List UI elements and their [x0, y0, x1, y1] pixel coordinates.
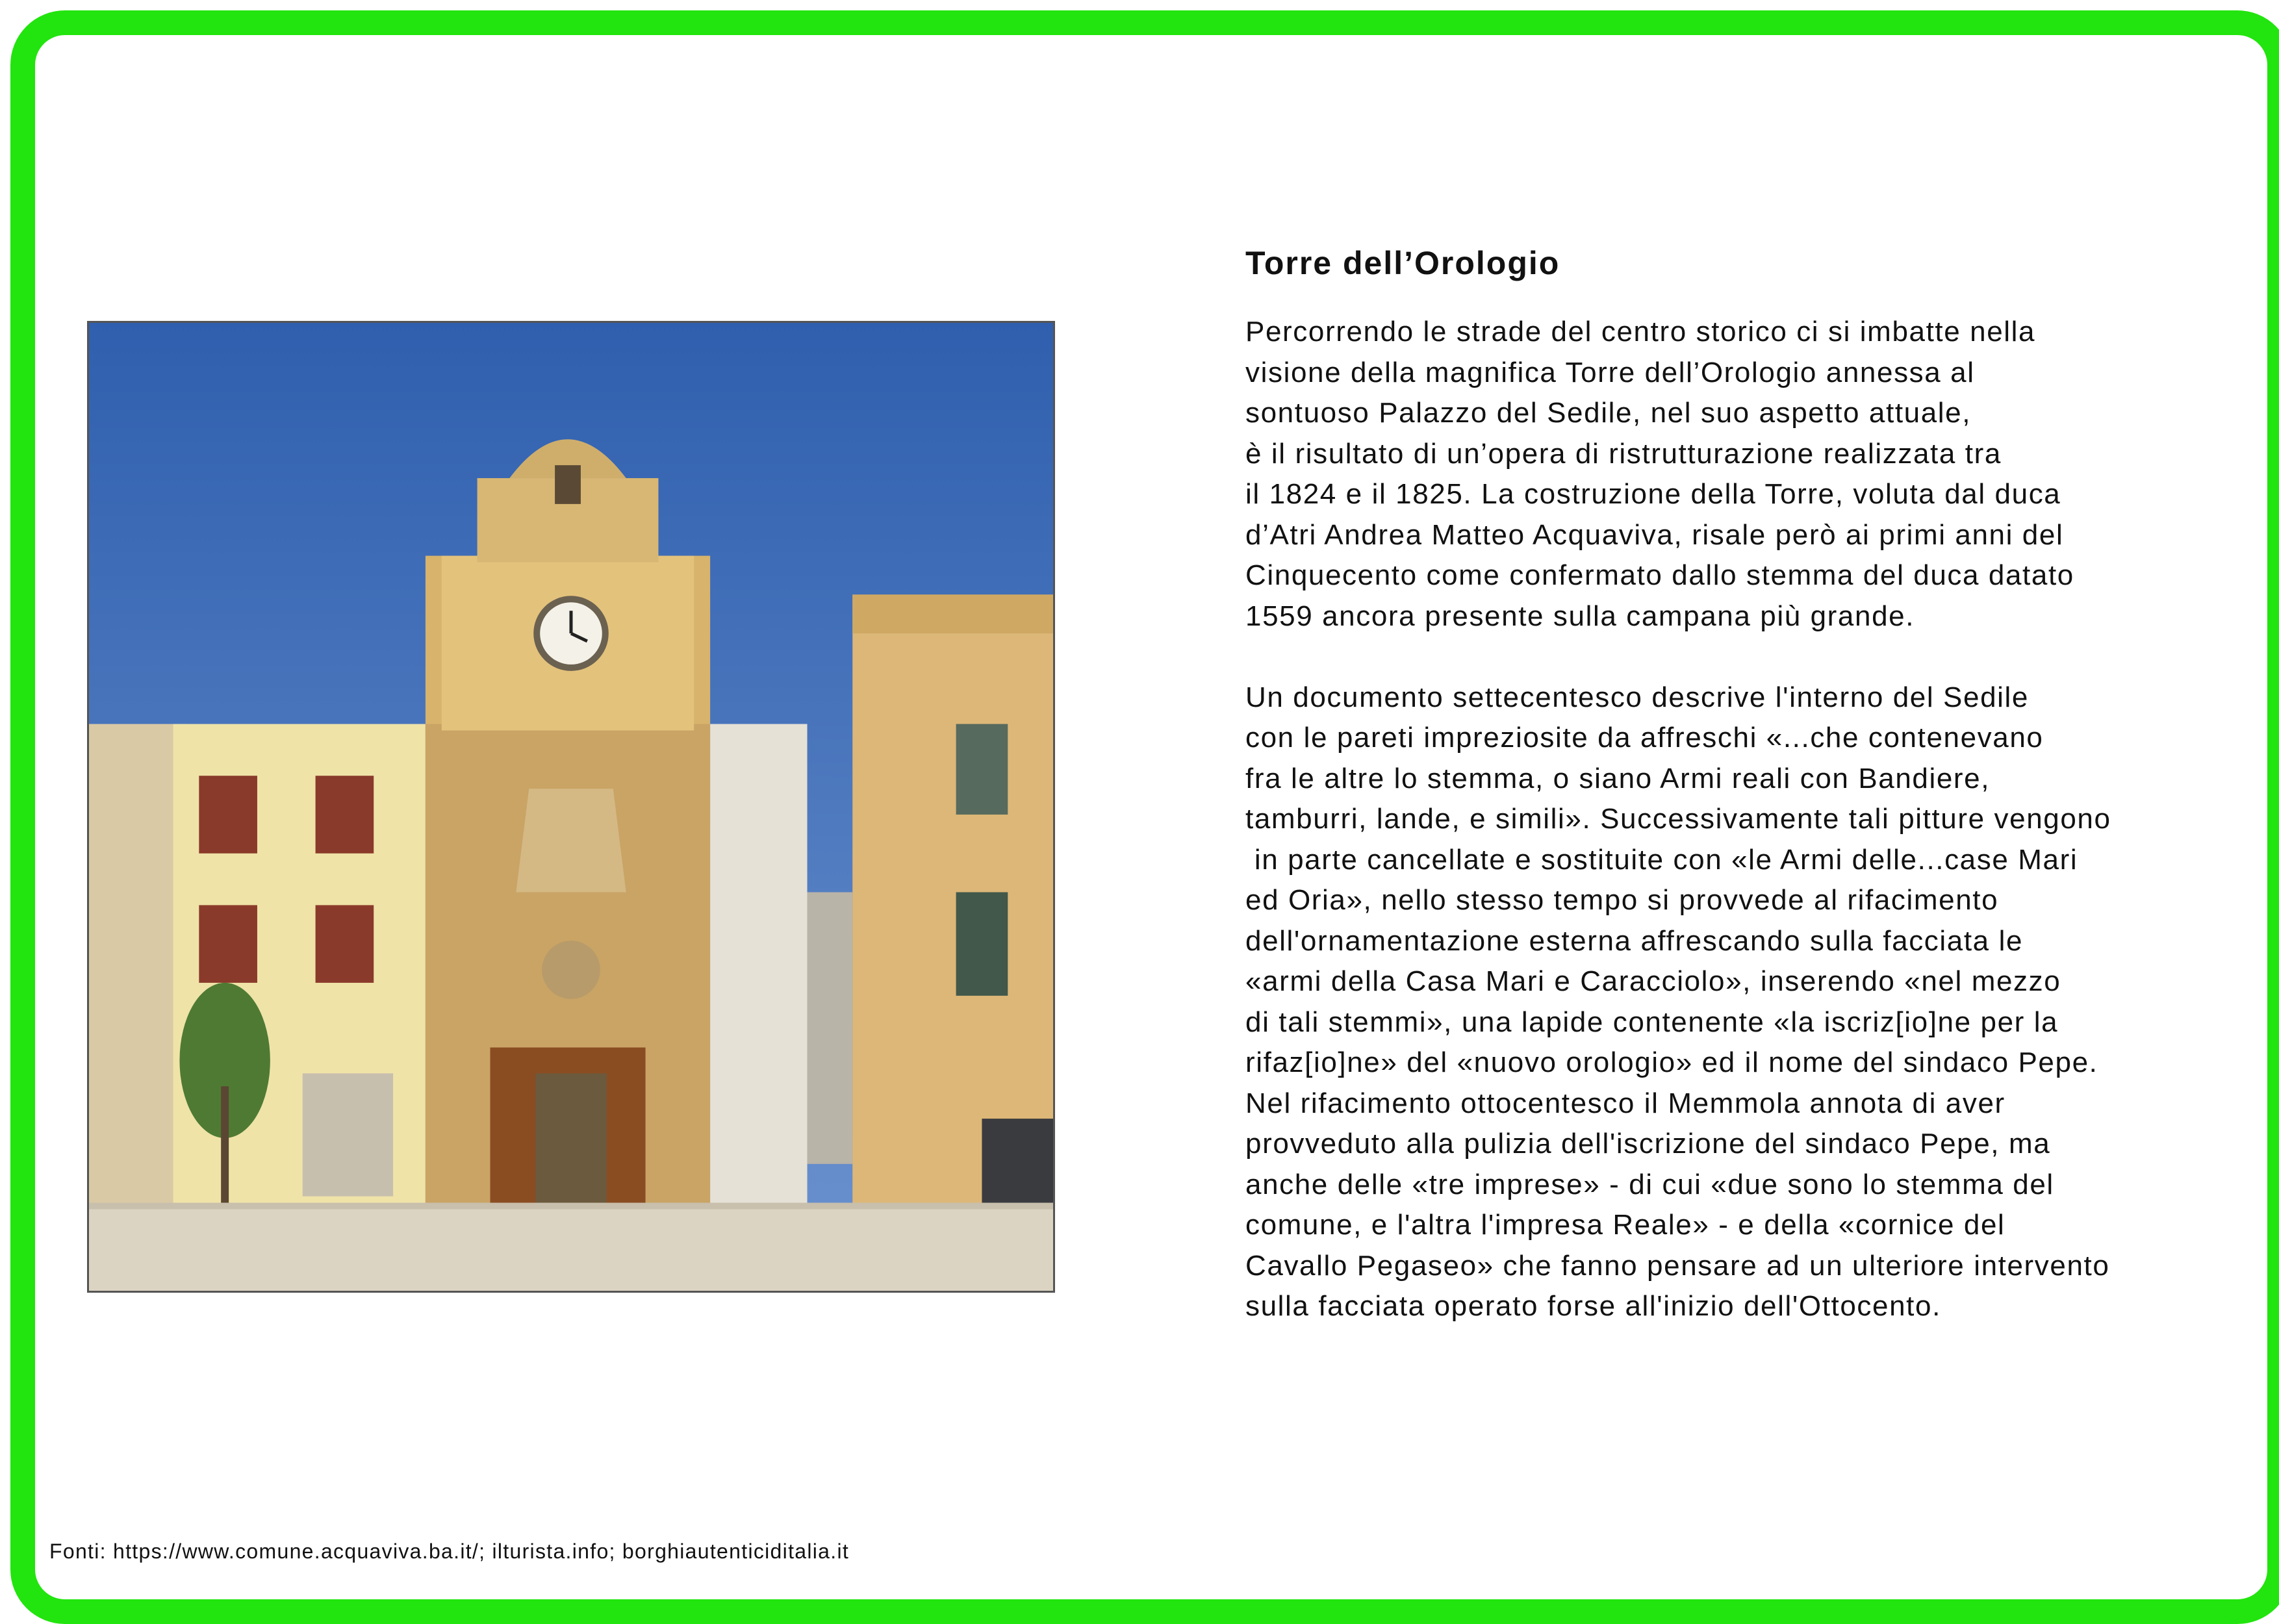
text-line: Percorrendo le strade del centro storico ci si imbatte nella: [1245, 316, 2036, 348]
paragraph-2: [1245, 678, 2194, 1327]
text-line: provveduto alla pulizia dell'iscrizione del sindaco Pepe, ma: [1245, 1128, 2051, 1160]
text-line: Cinquecento come confermato dallo stemma del duca datato: [1245, 559, 2074, 591]
clock-tower-illustration: [89, 323, 1053, 1291]
text-line: Cavallo Pegaseo» che fanno pensare ad un ulteriore intervento: [1245, 1249, 2110, 1282]
paragraph-1: [1245, 312, 2194, 637]
text-line: Un documento settecentesco descrive l'interno del Sedile: [1245, 681, 2029, 713]
text-line: ed Oria», nello stesso tempo si provvede al rifacimento: [1245, 884, 1999, 916]
text-line: il 1824 e il 1825. La costruzione della Torre, voluta dal duca: [1245, 478, 2061, 510]
text-line: anche delle «tre imprese» - di cui «due sono lo stemma del: [1245, 1168, 2054, 1200]
article-body: [1245, 312, 2194, 1327]
paragraph-spacer: [1245, 637, 2194, 678]
text-line: con le pareti impreziosite da affreschi «...che contenevano: [1245, 722, 2044, 754]
text-line: sulla facciata operato forse all'inizio dell'Ottocento.: [1245, 1290, 1941, 1322]
text-line: fra le altre lo stemma, o siano Armi reali con Bandiere,: [1245, 762, 1991, 794]
text-line: rifaz[io]ne» del «nuovo orologio» ed il nome del sindaco Pepe.: [1245, 1047, 2098, 1078]
page-title: Torre dell’Orologio: [1245, 245, 1560, 281]
text-line: in parte cancellate e sostituite con «le Armi delle...case Mari: [1245, 843, 2078, 876]
clock-tower-photo: [87, 321, 1055, 1293]
text-line: sontuoso Palazzo del Sedile, nel suo aspetto attuale,: [1245, 397, 1972, 429]
text-line: d’Atri Andrea Matteo Acquaviva, risale però ai primi anni del: [1245, 518, 2064, 551]
text-line: «armi della Casa Mari e Caracciolo», inserendo «nel mezzo: [1245, 965, 2061, 997]
text-line: è il risultato di un’opera di ristrutturazione realizzata tra: [1245, 437, 2002, 470]
text-line: comune, e l'altra l'impresa Reale» - e della «cornice del: [1245, 1209, 2005, 1241]
text-line: dell'ornamentazione esterna affrescando sulla facciata le: [1245, 924, 2024, 957]
sources-footnote: Fonti: https://www.comune.acquaviva.ba.it/; ilturista.info; borghiautenticiditalia.it: [49, 1540, 850, 1563]
text-line: tamburri, lande, e simili». Successivamente tali pitture vengono: [1245, 803, 2111, 835]
text-line: 1559 ancora presente sulla campana più grande.: [1245, 600, 1915, 632]
text-line: di tali stemmi», una lapide contenente «la iscriz[io]ne per la: [1245, 1006, 2059, 1038]
text-line: Nel rifacimento ottocentesco il Memmola annota di aver: [1245, 1087, 2005, 1119]
text-line: visione della magnifica Torre dell’Orologio annessa al: [1245, 356, 1975, 388]
